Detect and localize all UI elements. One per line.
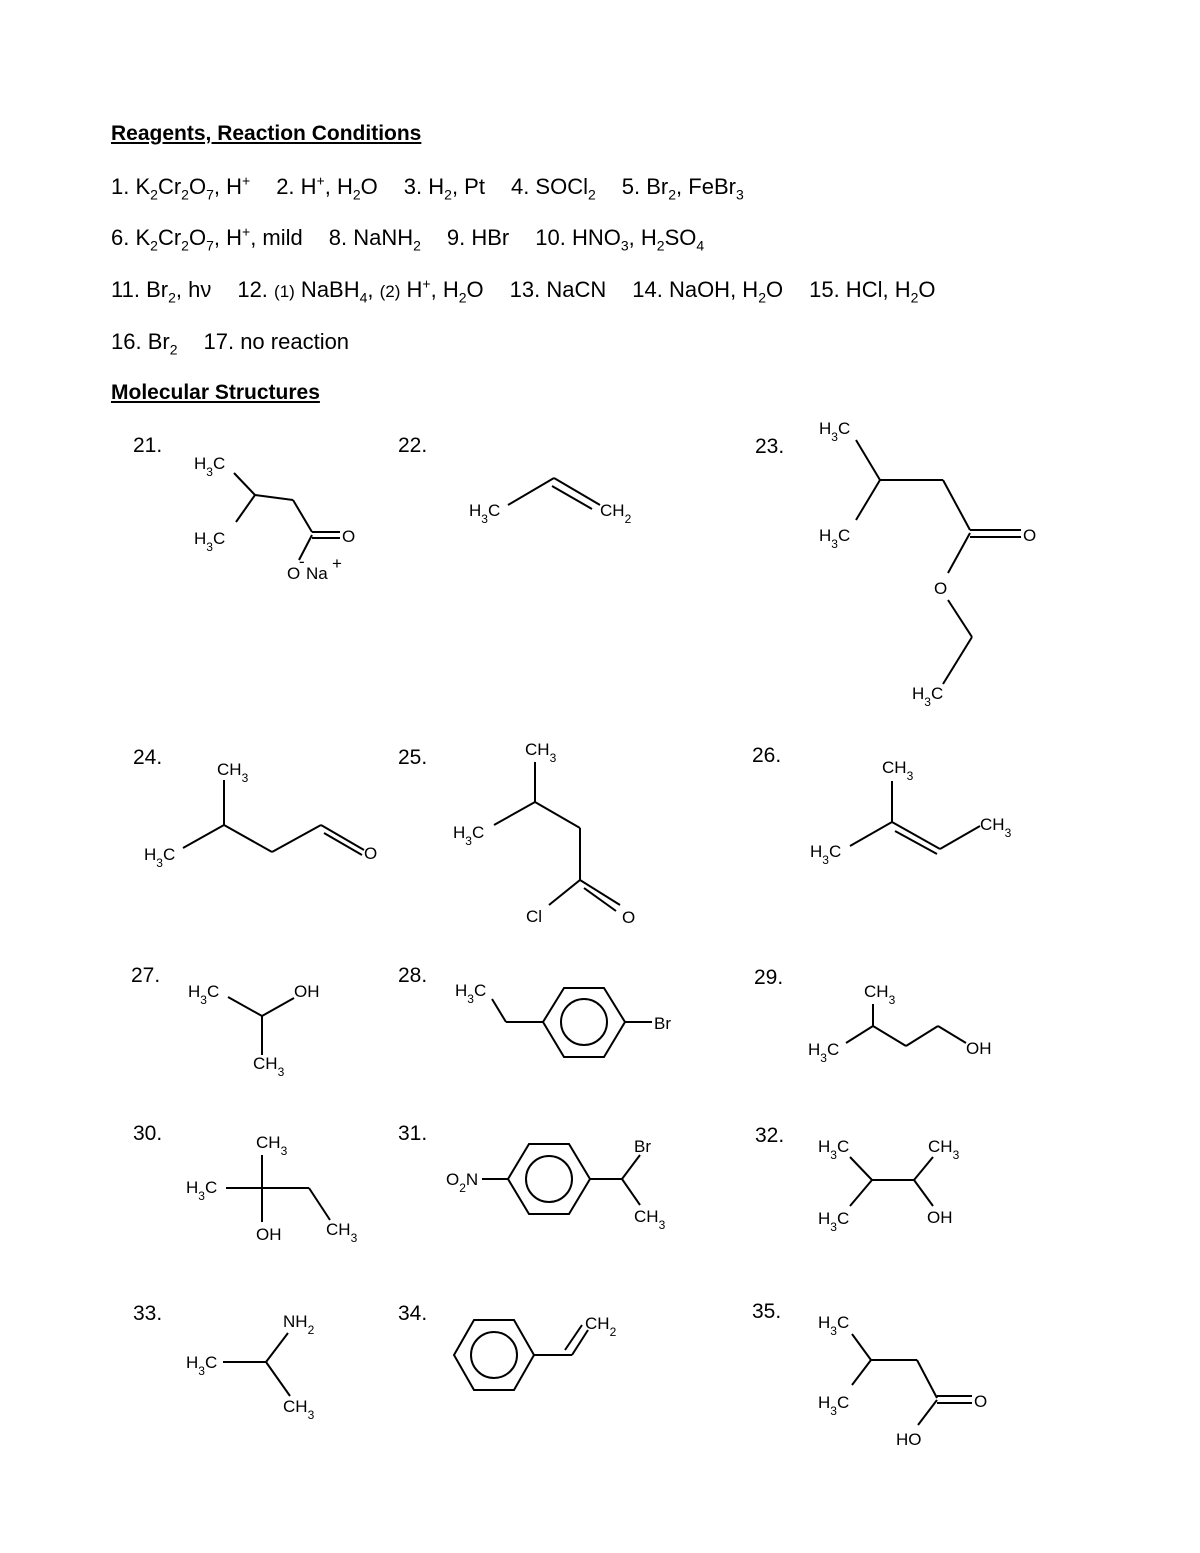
svg-text:H3C: $H_3C$	[818, 1393, 850, 1418]
structure-32	[818, 1137, 960, 1234]
svg-text:H3C: $H_3C$	[810, 842, 842, 867]
structure-29	[808, 982, 992, 1065]
reagent-item: 6. $K_2Cr_2O_7$, H+, mild	[111, 223, 303, 254]
structure-34	[454, 1314, 617, 1390]
structure-24	[144, 760, 377, 870]
reagent-item: 4. SOCl$_2$	[510, 174, 596, 203]
svg-text:H3C: $H_3C$	[194, 454, 226, 479]
reagent-item: 3. $H_2$, Pt	[403, 174, 485, 203]
svg-text:CH3: $CH_3$	[326, 1220, 358, 1245]
reagent-item: 14. NaOH, $H_2O$	[632, 277, 784, 306]
reagent-item: 2. H+, $H_2O$	[276, 172, 378, 203]
svg-text:H3C: $H_3C$	[912, 684, 944, 709]
svg-text:HO: HO	[896, 1430, 922, 1449]
svg-text:CH3: $CH_3$	[525, 740, 557, 765]
svg-text:Na: Na	[306, 564, 328, 583]
structure-number: 34.	[398, 1302, 428, 1325]
svg-text:CH3: $CH_3$	[253, 1054, 285, 1079]
structure-number: 32.	[755, 1124, 785, 1147]
structure-33	[186, 1312, 315, 1422]
svg-text:H3C: $H_3C$	[818, 1209, 850, 1234]
svg-text:Br: Br	[634, 1137, 651, 1156]
structure-number: 30.	[133, 1122, 163, 1145]
structure-number: 24.	[133, 746, 163, 769]
reagent-item: 16. $Br_2$	[111, 329, 178, 358]
svg-text:H3C: $H_3C$	[188, 982, 220, 1007]
svg-text:CH3: $CH_3$	[283, 1397, 315, 1422]
reagent-item: 17. no reaction	[203, 329, 350, 354]
structure-28	[455, 981, 671, 1057]
svg-text:O: O	[287, 564, 301, 583]
structure-number: 31.	[398, 1122, 428, 1145]
structure-26	[810, 758, 1012, 867]
svg-text:H3C: $H_3C$	[186, 1353, 218, 1378]
structure-number: 35.	[752, 1300, 782, 1323]
reagent-item: 15. HCl, $H_2O$	[809, 277, 936, 306]
svg-text:OH: OH	[294, 982, 320, 1001]
svg-text:CH2: $CH_2$	[600, 501, 632, 526]
reagent-item: 13. NaCN	[509, 277, 607, 302]
structure-number: 28.	[398, 964, 428, 987]
reagent-item: 12. (1) NaBH$_4$, (2) H+, $H_2O$	[237, 275, 484, 306]
svg-text:CH3: $CH_3$	[634, 1207, 666, 1232]
svg-text:Cl: Cl	[526, 907, 543, 926]
reagent-item: 9. HBr	[446, 225, 510, 250]
svg-text:CH2: $CH_2$	[585, 1314, 617, 1339]
svg-text:OH: OH	[256, 1225, 282, 1244]
structure-23	[819, 419, 1036, 709]
structure-25	[453, 740, 635, 927]
svg-text:OH: OH	[927, 1208, 953, 1227]
svg-text:+: +	[332, 554, 342, 573]
svg-text:H3C: $H_3C$	[808, 1040, 840, 1065]
svg-text:O: O	[974, 1392, 988, 1411]
svg-text:-: -	[299, 552, 305, 571]
structure-number: 27.	[131, 964, 161, 987]
structure-number: 21.	[133, 434, 163, 457]
reagent-item: 1. $K_2Cr_2O_7$, H+	[111, 172, 251, 203]
svg-text:O: O	[342, 527, 356, 546]
svg-text:CH3: $CH_3$	[928, 1137, 960, 1162]
svg-text:H3C: $H_3C$	[818, 1137, 850, 1162]
reagent-item: 10. $HNO_3$, $H_2SO_4$	[535, 225, 705, 254]
svg-text:H3C: $H_3C$	[455, 981, 487, 1006]
svg-text:O2N: $O_2N$	[446, 1170, 479, 1195]
svg-text:H3C: $H_3C$	[819, 526, 851, 551]
svg-text:H3C: $H_3C$	[469, 501, 501, 526]
structure-22	[469, 478, 632, 526]
svg-text:H3C: $H_3C$	[819, 419, 851, 444]
svg-text:CH3: $CH_3$	[882, 758, 914, 783]
reagents-heading: Reagents, Reaction Conditions	[111, 122, 422, 145]
structure-number: 25.	[398, 746, 428, 769]
svg-text:O: O	[364, 844, 378, 863]
svg-text:H3C: $H_3C$	[186, 1178, 218, 1203]
structure-number: 29.	[754, 966, 784, 989]
structure-21	[194, 454, 355, 583]
svg-text:CH3: $CH_3$	[256, 1133, 288, 1158]
structure-30	[186, 1133, 358, 1245]
svg-text:H3C: $H_3C$	[144, 845, 176, 870]
svg-text:CH3: $CH_3$	[980, 815, 1012, 840]
svg-text:OH: OH	[966, 1039, 992, 1058]
svg-text:O: O	[1023, 526, 1037, 545]
reagent-item: 11. $Br_2$, hν	[111, 277, 212, 306]
structure-number: 22.	[398, 434, 428, 457]
structure-number: 23.	[755, 435, 785, 458]
svg-text:CH3: $CH_3$	[864, 982, 896, 1007]
svg-text:H3C: $H_3C$	[453, 823, 485, 848]
structure-31	[446, 1137, 666, 1232]
svg-text:O: O	[622, 908, 636, 927]
svg-text:Br: Br	[654, 1014, 671, 1033]
structure-27	[188, 982, 320, 1079]
structures-heading: Molecular Structures	[111, 381, 320, 404]
reagent-item: 8. NaNH$_2$	[328, 225, 421, 254]
structure-35	[818, 1313, 987, 1449]
svg-text:NH2: $NH_2$	[283, 1312, 315, 1337]
structure-number: 26.	[752, 744, 782, 767]
svg-text:H3C: $H_3C$	[818, 1313, 850, 1338]
structure-number: 33.	[133, 1302, 163, 1325]
svg-text:O: O	[934, 579, 948, 598]
svg-text:H3C: $H_3C$	[194, 529, 226, 554]
reagent-item: 5. $Br_2$, FeBr$_3$	[621, 174, 744, 203]
svg-text:CH3: $CH_3$	[217, 760, 249, 785]
